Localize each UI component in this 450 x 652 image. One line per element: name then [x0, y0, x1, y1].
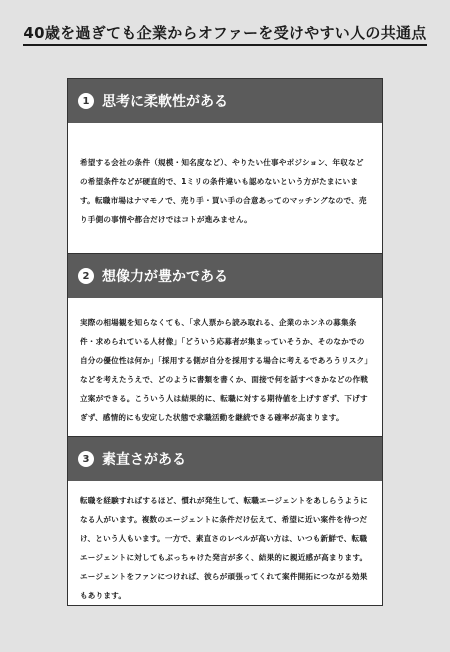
- section-flexible-thinking: [67, 78, 383, 254]
- section-number-badge: 1: [78, 93, 94, 109]
- section-header: [68, 254, 382, 298]
- section-heading: 想像力が豊かである: [102, 269, 228, 285]
- section-number-badge: 3: [78, 451, 94, 467]
- section-header: [68, 437, 382, 481]
- page-title-text: 40歳を過ぎても企業からオファーを受けやすい人の共通点: [23, 24, 426, 46]
- section-rich-imagination: [67, 253, 383, 437]
- section-heading: 思考に柔軟性がある: [102, 94, 228, 110]
- section-sincerity: [67, 436, 383, 606]
- section-heading: 素直さがある: [102, 452, 186, 468]
- page-title: [0, 22, 450, 43]
- section-number-badge: 2: [78, 268, 94, 284]
- section-header: [68, 79, 382, 123]
- section-body: 転職を経験すればするほど、慣れが発生して、転職エージェントをあしらうようになる人がいます。複数のエージェントに条件だけ伝えて、希望に近い案件を待つだけ、という人もいます。一方で、素直さのレベルが高い方は、いつも新鮮で、転職エージェントに対してもぶっちゃけた発言が多く、結果的に親近感が高まります。エージェントをファンにつければ、彼らが頑張ってくれて案件開拓につながる効果もあります。: [80, 496, 368, 600]
- section-body: 実際の相場観を知らなくても、「求人票から読み取れる、企業のホンネの募集条件・求められている人材像」「どういう応募者が集まっていそうか、そのなかでの自分の優位性は何か」「採用する側が自分を採用する場合に考えるであろうリスク」などを考えたうえで、どのように書類を書くか、面接で何を話すべきかなどの作戦立案ができる。こういう人は結果的に、転職に対する期待値を上げすぎず、下げすぎず、感情的にも安定した状態で求職活動を継続できる確率が高まります。: [80, 318, 369, 422]
- section-body: 希望する会社の条件（規模・知名度など）、やりたい仕事やポジション、年収などの希望条件などが硬直的で、1ミリの条件違いも認めないという方がたまにいます。転職市場はナマモノで、売り手・買い手の合意あってのマッチングなので、売り手側の事情や都合だけではコトが進みません。: [80, 158, 367, 224]
